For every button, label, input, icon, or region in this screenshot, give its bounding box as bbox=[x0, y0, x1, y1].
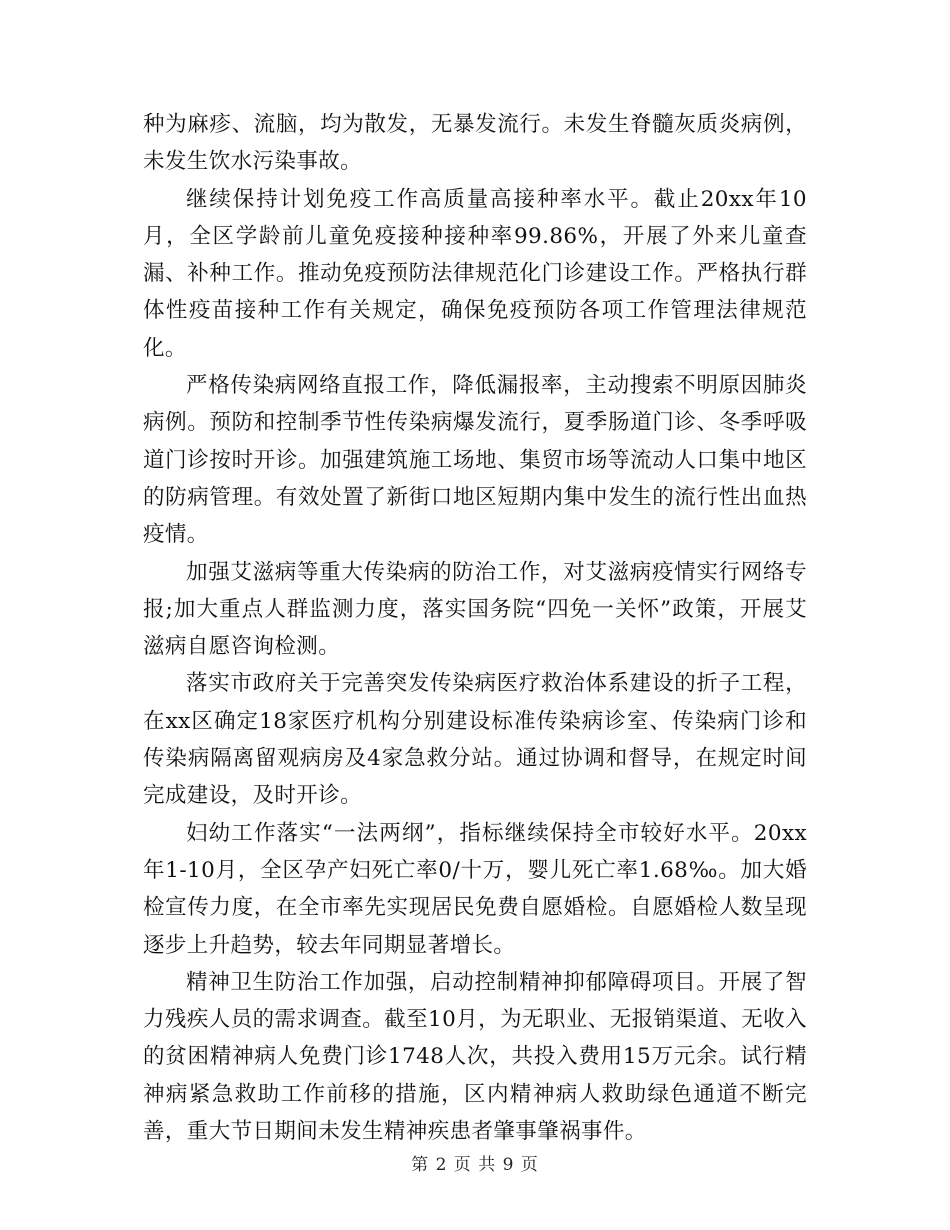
page-number-footer: 第 2 页 共 9 页 bbox=[411, 1155, 539, 1175]
paragraph-aids-prevention: 加强艾滋病等重大传染病的防治工作，对艾滋病疫情实行网络专报;加大重点人群监测力度，落实国务院“四免一关怀”政策，开展艾滋病自愿咨询检测。 bbox=[143, 559, 807, 660]
paragraph-infectious-disease-reporting: 严格传染病网络直报工作，降低漏报率，主动搜索不明原因肺炎病例。预防和控制季节性传染病爆发流行，夏季肠道门诊、冬季呼吸道门诊按时开诊。加强建筑施工场地、集贸市场等流动人口集中地区的防病管理。有效处置了新街口地区短期内集中发生的流行性出血热疫情。 bbox=[143, 373, 807, 548]
paragraph-maternal-child-health: 妇幼工作落实“一法两纲”，指标继续保持全市较好水平。20xx年1-10月，全区孕产妇死亡率0/十万，婴儿死亡率1.68‰。加大婚检宣传力度，在全市率先实现居民免费自愿婚检。自愿婚检人数呈现逐步上升趋势，较去年同期显著增长。 bbox=[143, 820, 807, 958]
paragraph-immunization: 继续保持计划免疫工作高质量高接种率水平。截止20xx年10月，全区学龄前儿童免疫接种接种率99.86%，开展了外来儿童查漏、补种工作。推动免疫预防法律规范化门诊建设工作。严格执行群体性疫苗接种工作有关规定，确保免疫预防各项工作管理法律规范化。 bbox=[143, 186, 807, 361]
paragraph-mental-health: 精神卫生防治工作加强，启动控制精神抑郁障碍项目。开展了智力残疾人员的需求调查。截至10月，为无职业、无报销渠道、无收入的贫困精神病人免费门诊1748人次，共投入费用15万元余。试行精神病紧急救助工作前移的措施，区内精神病人救助绿色通道不断完善，重大节日期间未发生精神疾患者肇事肇祸事件。 bbox=[143, 969, 807, 1145]
paragraph-continuation: 种为麻疹、流脑，均为散发，无暴发流行。未发生脊髓灰质炎病例，未发生饮水污染事故。 bbox=[143, 112, 807, 175]
document-body bbox=[143, 106, 807, 1150]
paragraph-medical-treatment-system: 落实市政府关于完善突发传染病医疗救治体系建设的折子工程，在xx区确定18家医疗机构分别建设标准传染病诊室、传染病门诊和传染病隔离留观病房及4家急救分站。通过协调和督导，在规定时间完成建设，及时开诊。 bbox=[143, 671, 807, 809]
